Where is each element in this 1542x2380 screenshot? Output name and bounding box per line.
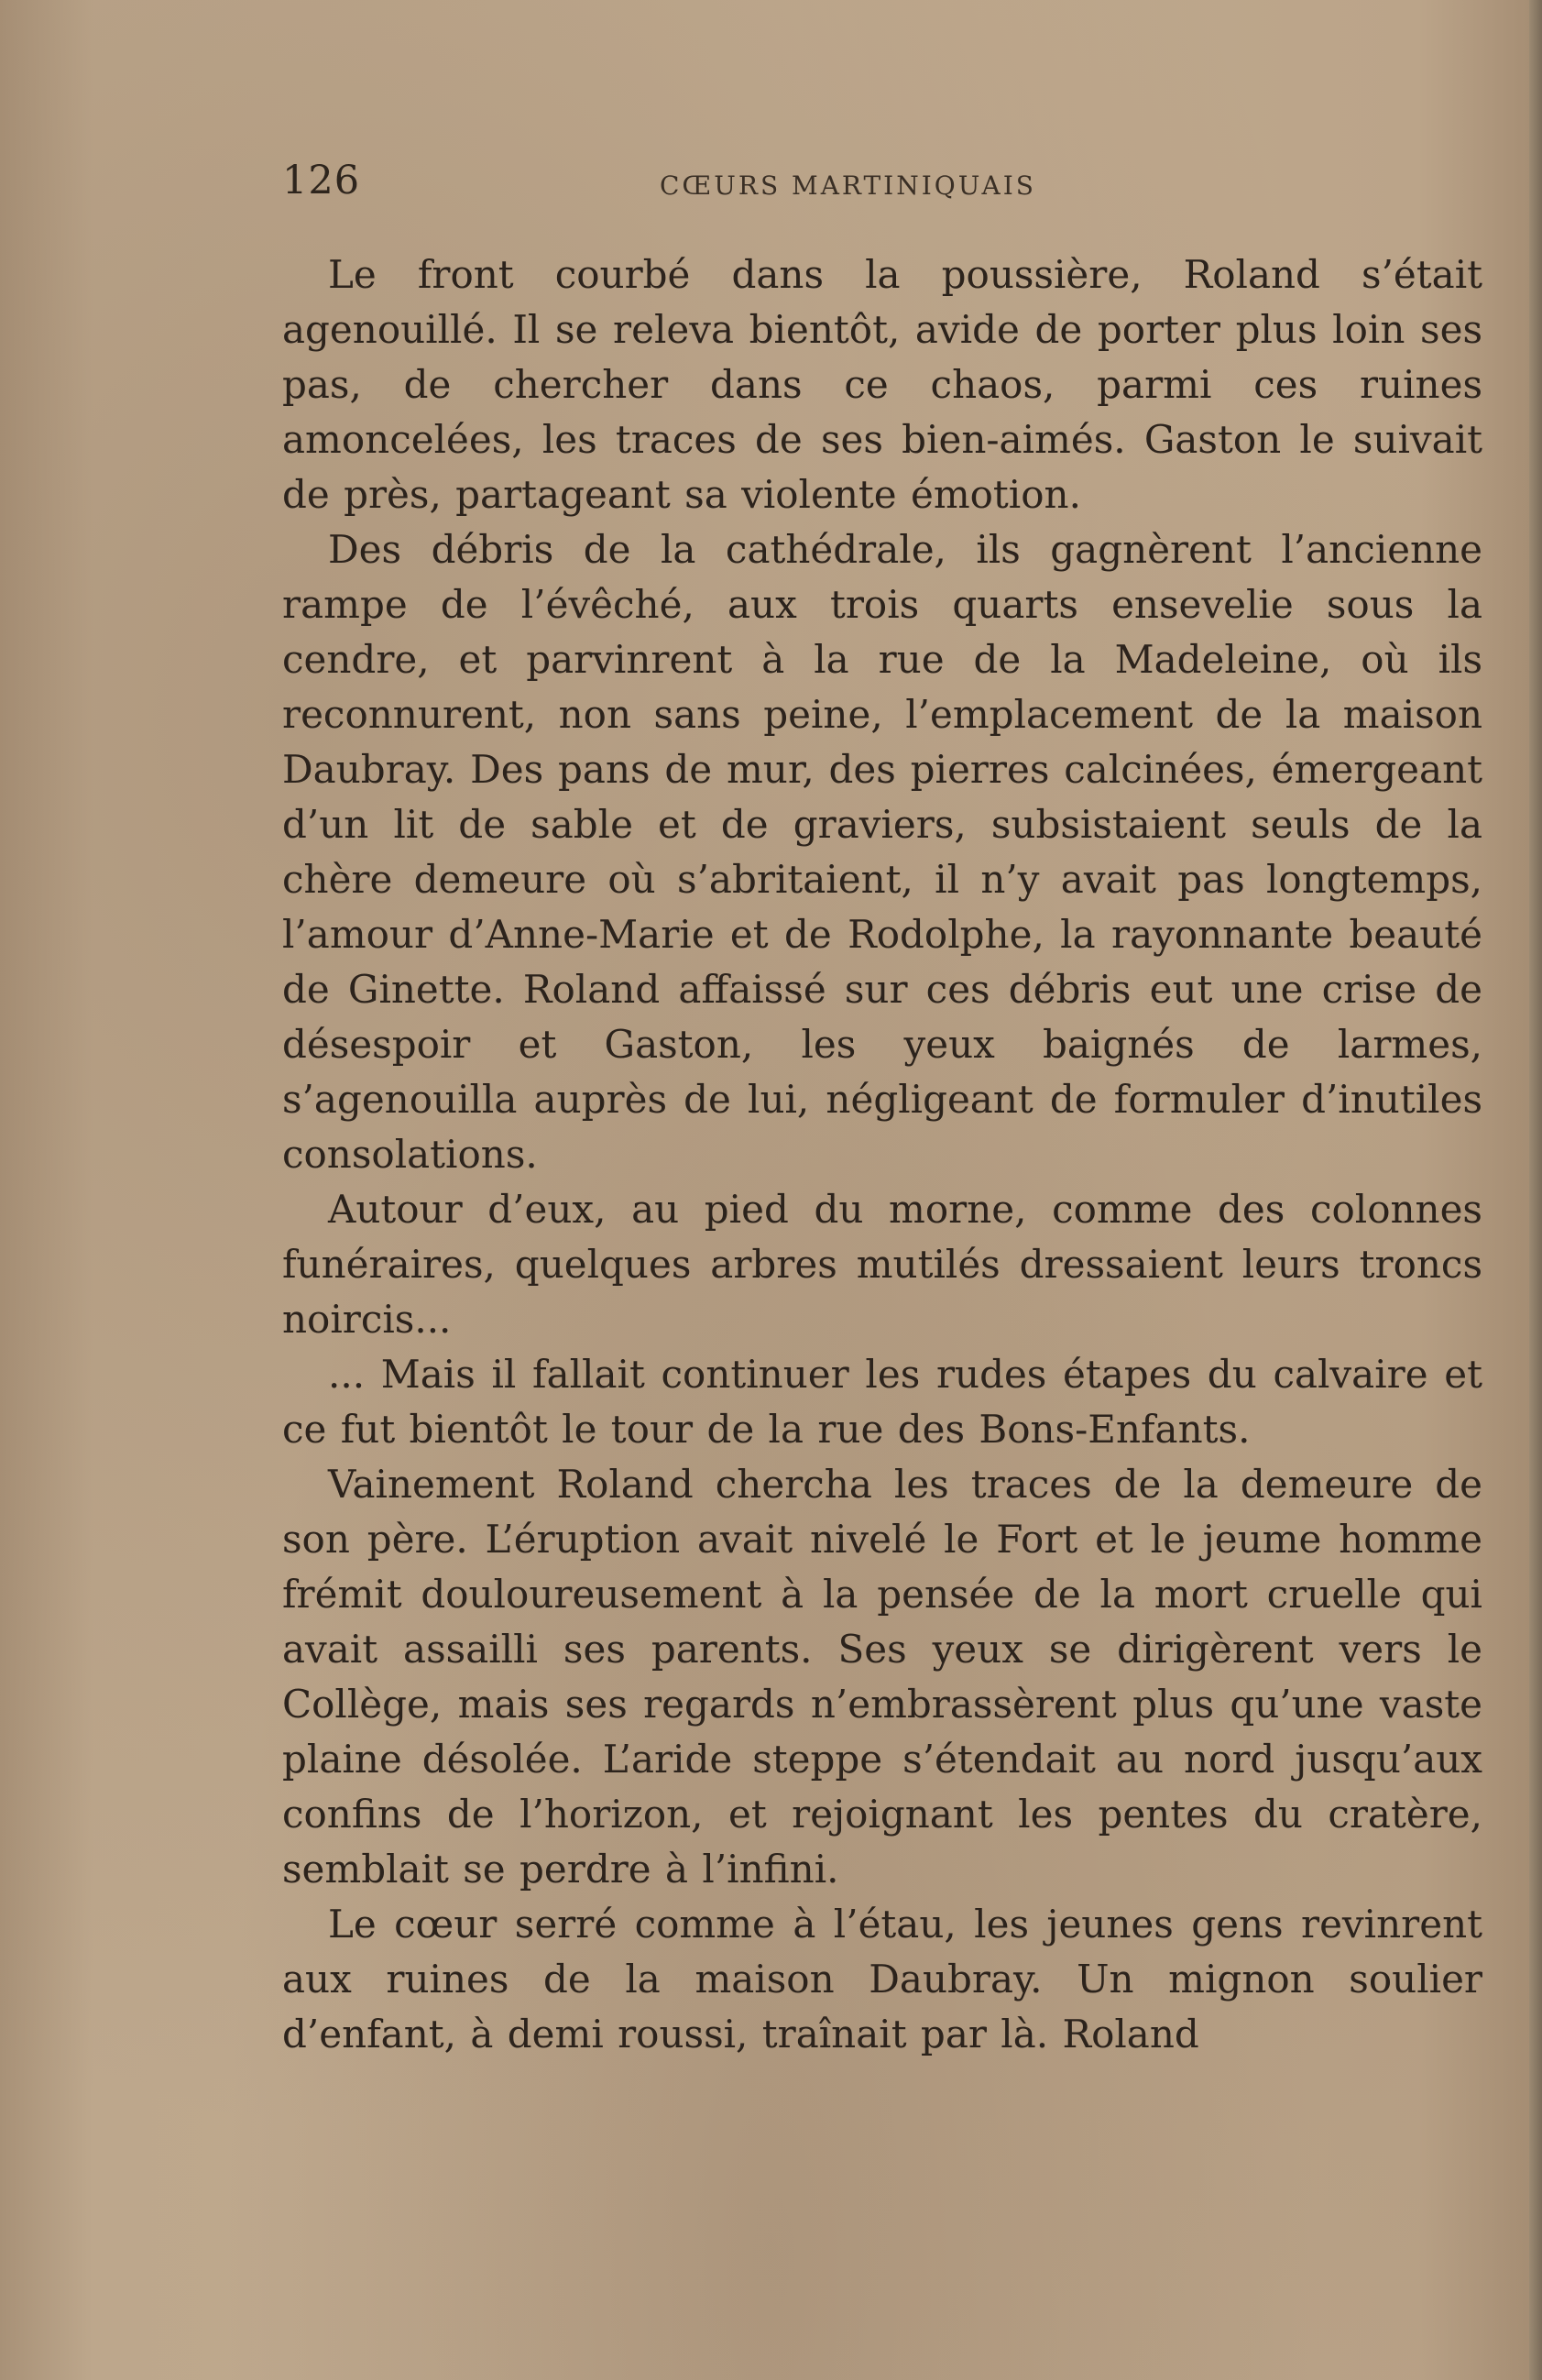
running-title: CŒURS MARTINIQUAIS xyxy=(660,170,1036,201)
page-edge xyxy=(1529,0,1542,2380)
page-header xyxy=(282,158,1482,213)
paragraph: Autour d’eux, au pied du morne, comme des colonnes funéraires, quelques arbres mutilés dressaient leurs troncs noircis... xyxy=(282,1187,1482,1342)
paragraph: Le front courbé dans la poussière, Roland s’était agenouillé. Il se releva bientôt, avide de porter plus loin ses pas, de chercher dans ce chaos, parmi ces ruines amoncelées, les traces de ses bien-aimés. Gaston le suivait de près, partageant sa violente émotion. xyxy=(282,252,1482,517)
paragraph: Des débris de la cathédrale, ils gagnèrent l’ancienne rampe de l’évêché, aux trois quarts ensevelie sous la cendre, et parvinrent à la rue de la Madeleine, où ils reconnurent, non sans peine, l’emplacement de la maison Daubray. Des pans de mur, des pierres calcinées, émergeant d’un lit de sable et de graviers, subsistaient seuls de la chère demeure où s’abritaient, il n’y avait pas longtemps, l’amour d’Anne-Marie et de Rodolphe, la rayonnante beauté de Ginette. Roland affaissé sur ces débris eut une crise de désespoir et Gaston, les yeux baignés de larmes, s’agenouilla auprès de lui, négligeant de formuler d’inutiles consolations. xyxy=(282,527,1482,1177)
paragraph: ... Mais il fallait continuer les rudes étapes du calvaire et ce fut bientôt le tour de la rue des Bons-Enfants. xyxy=(282,1352,1482,1452)
paragraph: Vainement Roland chercha les traces de la demeure de son père. L’éruption avait nivelé le Fort et le jeume homme frémit douloureusement à la pensée de la mort cruelle qui avait assailli ses parents. Ses yeux se dirigèrent vers le Collège, mais ses regards n’embrassèrent plus qu’une vaste plaine désolée. L’aride steppe s’étendait au nord jusqu’aux confins de l’horizon, et rejoignant les pentes du cratère, semblait se perdre à l’infini. xyxy=(282,1462,1482,1892)
body-text xyxy=(282,247,1482,2062)
paragraph: Le cœur serré comme à l’étau, les jeunes gens revinrent aux ruines de la maison Daubray. Un mignon soulier d’enfant, à demi roussi, traînait par là. Roland xyxy=(282,1902,1482,2056)
page-number: 126 xyxy=(282,158,361,203)
